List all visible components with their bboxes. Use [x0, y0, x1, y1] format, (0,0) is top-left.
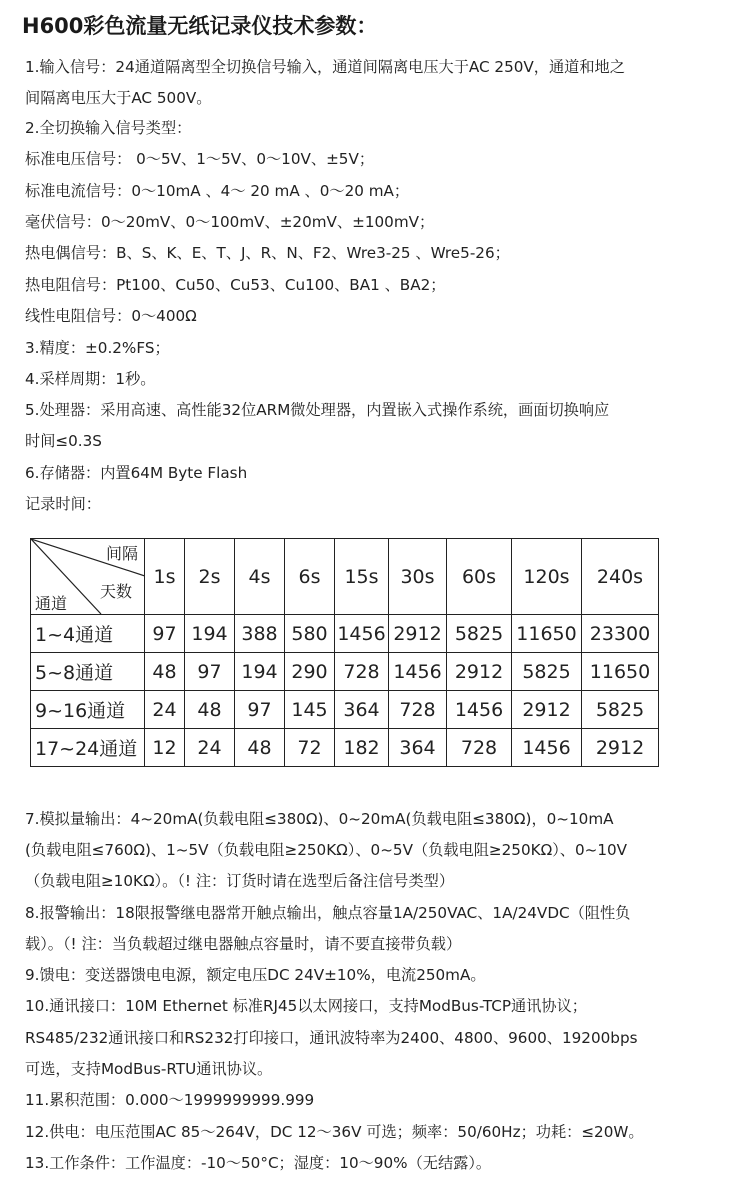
page-title: H600彩色流量无纸记录仪技术参数： — [22, 14, 378, 38]
spec-line-sampling: 4.采样周期：1秒。 — [25, 370, 156, 388]
column-header: 4s — [235, 539, 285, 615]
table-cell: 364 — [389, 729, 447, 767]
table-cell: 2912 — [389, 615, 447, 653]
table-cell: 580 — [285, 615, 335, 653]
table-cell: 728 — [447, 729, 512, 767]
spec-line-storage: 6.存储器：内置64M Byte Flash — [25, 464, 248, 482]
table-cell: 1456 — [389, 653, 447, 691]
spec-line-comm-2: RS485/232通讯接口和RS232打印接口，通讯波特率为2400、4800、9600、19200bps — [25, 1029, 638, 1047]
spec-line-current: 标准电流信号：0～10mA 、4～ 20 mA 、0～20 mA； — [25, 182, 410, 200]
table-cell: 5825 — [512, 653, 582, 691]
table-cell: 97 — [235, 691, 285, 729]
table-cell: 11650 — [582, 653, 659, 691]
table-cell: 5825 — [582, 691, 659, 729]
spec-line-accuracy: 3.精度：±0.2%FS； — [25, 339, 170, 357]
table-cell: 24 — [185, 729, 235, 767]
table-cell: 290 — [285, 653, 335, 691]
spec-line-processor-2: 时间≤0.3S — [25, 432, 102, 450]
column-header: 30s — [389, 539, 447, 615]
table-cell: 48 — [235, 729, 285, 767]
table-cell: 48 — [185, 691, 235, 729]
column-header: 15s — [335, 539, 389, 615]
table-cell: 194 — [235, 653, 285, 691]
table-cell: 145 — [285, 691, 335, 729]
spec-line-thermocouple: 热电偶信号：B、S、K、E、T、J、R、N、F2、Wre3-25 、Wre5-26； — [25, 244, 510, 262]
table-header-row — [31, 539, 659, 615]
column-header: 120s — [512, 539, 582, 615]
table-cell: 1456 — [447, 691, 512, 729]
spec-line-power: 12.供电：电压范围AC 85～264V，DC 12～36V 可选；频率：50/60Hz；功耗：≤20W。 — [25, 1123, 644, 1141]
spec-line-comm-1: 10.通讯接口：10M Ethernet 标准RJ45以太网接口，支持ModBus-TCP通讯协议； — [25, 997, 587, 1015]
spec-line-alarm-2: 载）。（! 注：当负载超过继电器触点容量时，请不要直接带负载） — [25, 935, 462, 953]
spec-line-millivolt: 毫伏信号：0～20mV、0～100mV、±20mV、±100mV； — [25, 213, 435, 231]
table-cell: 48 — [145, 653, 185, 691]
table-row — [31, 615, 659, 653]
table-cell: 364 — [335, 691, 389, 729]
table-cell: 1456 — [512, 729, 582, 767]
spec-line-comm-3: 可选，支持ModBus-RTU通讯协议。 — [25, 1060, 273, 1078]
column-header: 6s — [285, 539, 335, 615]
table-cell: 12 — [145, 729, 185, 767]
row-label: 9~16通道 — [31, 691, 145, 729]
column-header: 1s — [145, 539, 185, 615]
spec-line-voltage: 标准电压信号： 0～5V、1～5V、0～10V、±5V； — [25, 150, 375, 168]
row-label: 1~4通道 — [31, 615, 145, 653]
column-header: 2s — [185, 539, 235, 615]
table-row — [31, 729, 659, 767]
row-label: 17~24通道 — [31, 729, 145, 767]
spec-line-linear-resistance: 线性电阻信号：0～400Ω — [25, 307, 197, 325]
spec-line-feed: 9.馈电：变送器馈电电源，额定电压DC 24V±10%，电流250mA。 — [25, 966, 486, 984]
row-label: 5~8通道 — [31, 653, 145, 691]
table-cell: 194 — [185, 615, 235, 653]
table-cell: 2912 — [582, 729, 659, 767]
corner-label-interval: 间隔 — [105, 544, 138, 563]
table-cell: 5825 — [447, 615, 512, 653]
table-cell: 728 — [389, 691, 447, 729]
spec-line-input-2: 间隔离电压大于AC 500V。 — [25, 89, 212, 107]
table-cell: 2912 — [512, 691, 582, 729]
spec-line-analog-out-2: (负载电阻≤760Ω)、1~5V（负载电阻≥250KΩ）、0~5V（负载电阻≥250KΩ）、0~10V — [25, 841, 628, 859]
table-row — [31, 653, 659, 691]
spec-line-analog-out-3: （负载电阻≥10KΩ）。（! 注：订货时请在选型后备注信号类型） — [25, 872, 455, 890]
table-cell: 23300 — [582, 615, 659, 653]
record-time-table — [30, 538, 659, 767]
table-corner-cell — [31, 539, 145, 615]
corner-label-channel: 通道 — [35, 594, 68, 613]
table-row — [31, 691, 659, 729]
spec-line-rtd: 热电阻信号：Pt100、Cu50、Cu53、Cu100、BA1 、BA2； — [25, 276, 446, 294]
column-header: 60s — [447, 539, 512, 615]
table-cell: 97 — [185, 653, 235, 691]
corner-label-days: 天数 — [99, 582, 132, 601]
table-cell: 388 — [235, 615, 285, 653]
spec-line-analog-out-1: 7.模拟量输出：4~20mA(负载电阻≤380Ω)、0~20mA(负载电阻≤380Ω)，0~10mA — [25, 810, 614, 828]
spec-line-input-1: 1.输入信号：24通道隔离型全切换信号输入，通道间隔离电压大于AC 250V，通道和地之 — [25, 58, 625, 76]
spec-line-signal-types: 2.全切换输入信号类型： — [25, 119, 192, 137]
table-cell: 72 — [285, 729, 335, 767]
table-cell: 97 — [145, 615, 185, 653]
table-cell: 728 — [335, 653, 389, 691]
spec-line-record-time: 记录时间： — [25, 495, 101, 513]
table-cell: 182 — [335, 729, 389, 767]
spec-line-conditions: 13.工作条件：工作温度：-10～50°C；湿度：10～90%（无结露）。 — [25, 1154, 492, 1172]
spec-line-processor-1: 5.处理器：采用高速、高性能32位ARM微处理器，内置嵌入式操作系统，画面切换响应 — [25, 401, 610, 419]
table-cell: 11650 — [512, 615, 582, 653]
table-cell: 24 — [145, 691, 185, 729]
table-cell: 1456 — [335, 615, 389, 653]
column-header: 240s — [582, 539, 659, 615]
spec-line-accumulation: 11.累积范围：0.000～1999999999.999 — [25, 1091, 315, 1109]
table-cell: 2912 — [447, 653, 512, 691]
spec-line-alarm-1: 8.报警输出：18限报警继电器常开触点输出，触点容量1A/250VAC、1A/24VDC（阻性负 — [25, 904, 631, 922]
